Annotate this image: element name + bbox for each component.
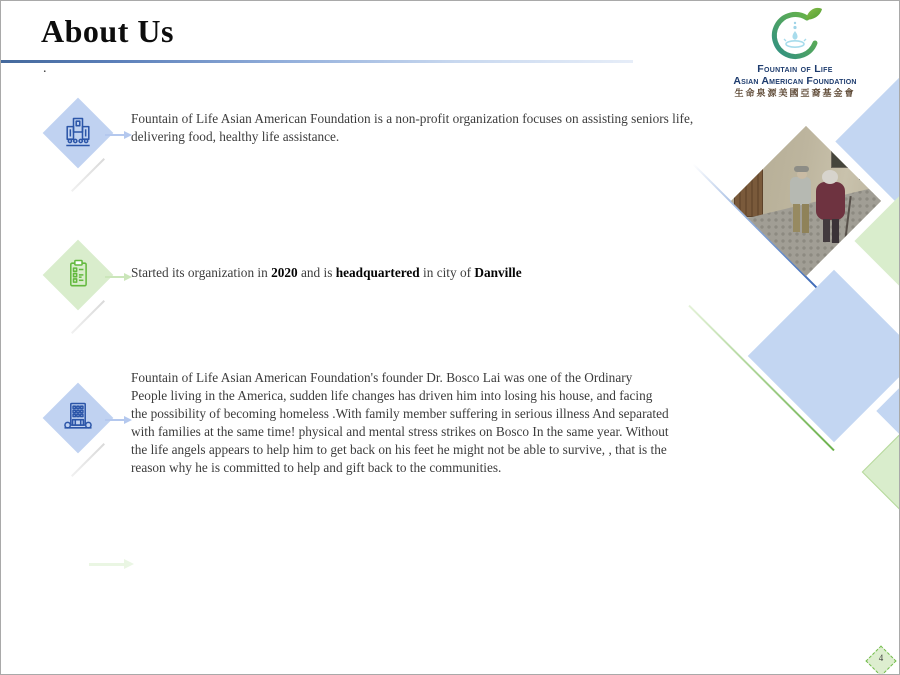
bullet3-text: Fountain of Life Asian American Foundation's founder Dr. Bosco Lai was one of the Ordinary People living in the America, sudden life changes has driven him into losing his house, and facing the possibility of becoming homeless .With family member suffering in serious illness And separated with families at the same time! physical and mental stress strikes on Bosco In the same year. Without the life angels appears to help him to get back on his feet he might not be able to survive, , that is the reason why he is committed to help and gift back to the communities. <box>131 370 669 475</box>
bullet3-diamond <box>43 383 113 453</box>
bold-year: 2020 <box>271 265 298 280</box>
logo-name-chinese: 生命泉源美國亞裔基金會 <box>734 88 856 98</box>
photo-diamond-mask <box>731 126 881 276</box>
office-building-icon <box>60 399 96 435</box>
page-number: 4 <box>878 653 884 663</box>
text-segment: and is <box>297 265 336 280</box>
elderly-couple-photo <box>731 126 881 276</box>
decor-diamond-blue-large <box>748 270 900 443</box>
bullet2-text <box>131 264 711 282</box>
page-number-badge <box>865 645 897 675</box>
photo-scene <box>731 126 881 276</box>
bold-headquartered: headquartered <box>335 265 420 280</box>
text-segment: Started its organization in <box>131 265 272 280</box>
title-underline <box>1 60 633 63</box>
bold-city: Danville <box>474 265 522 280</box>
logo-name-line1: Fountain of Life <box>757 63 833 75</box>
bullet1-text: Fountain of Life Asian American Foundation is a non-profit organization focuses on assisting seniors life, delivering food, healthy life assistance. <box>131 111 694 144</box>
page-title: About Us <box>41 13 174 49</box>
bullet1-diamond <box>43 98 113 168</box>
fountain-of-life-logo-icon <box>705 5 885 63</box>
organization-building-icon <box>60 114 96 150</box>
logo-name-line2: Asian American Foundation <box>733 75 857 87</box>
decor-diamond-green-low <box>862 420 900 525</box>
faint-right-arrow-icon <box>89 559 137 569</box>
checklist-clipboard-icon <box>60 256 96 292</box>
foundation-logo <box>705 5 885 100</box>
stray-dot: . <box>43 61 47 76</box>
bullet2-diamond <box>43 240 113 310</box>
text-segment: in city of <box>419 265 475 280</box>
